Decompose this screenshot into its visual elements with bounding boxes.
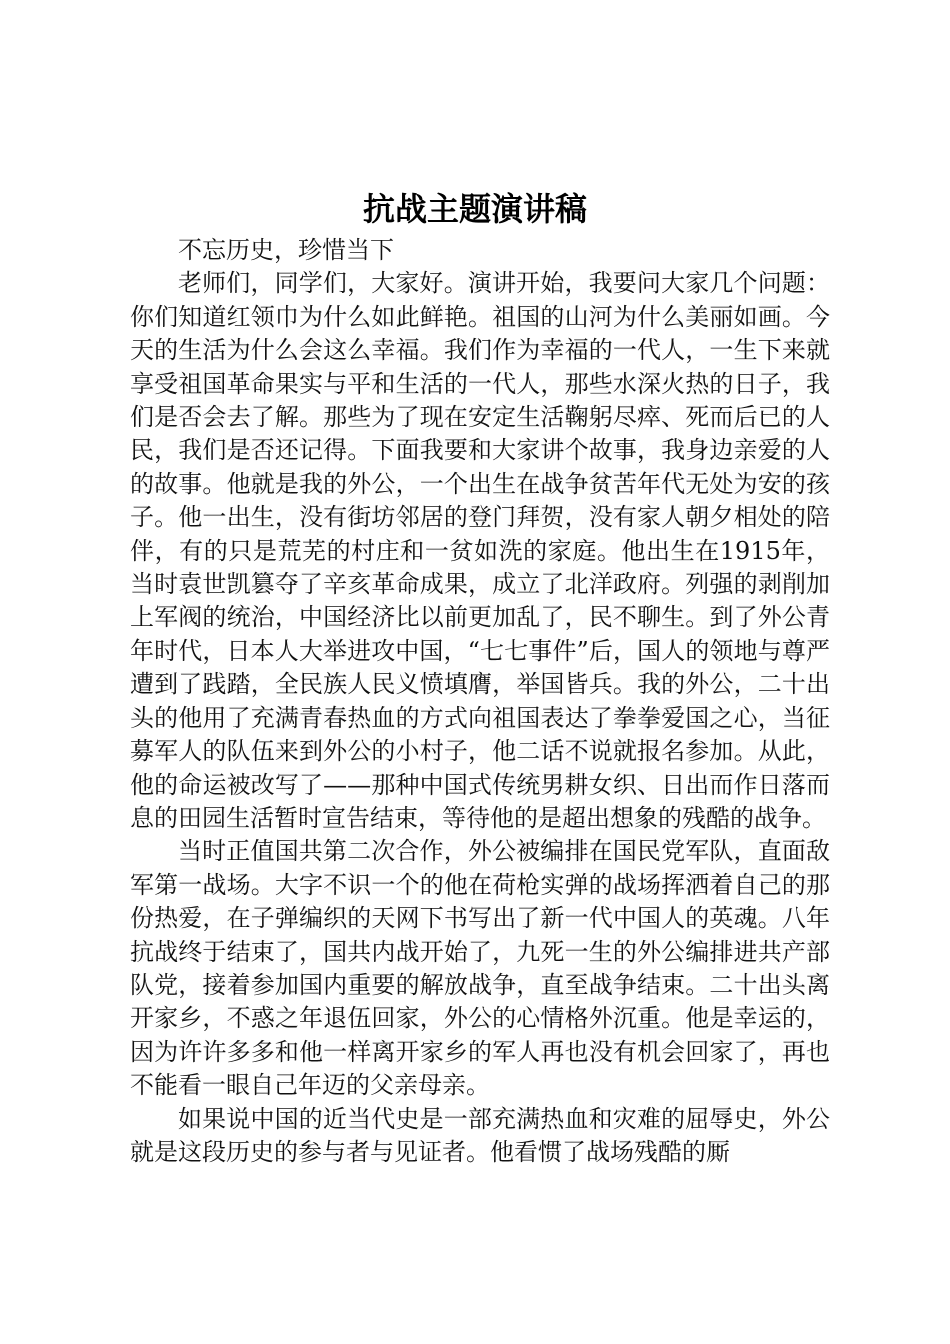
subtitle-paragraph: 不忘历史，珍惜当下	[178, 236, 394, 264]
body-paragraph: 当时正值国共第二次合作，外公被编排在国民党军队，直面敌军第一战场。大字不识一个的他在荷枪实弹的战场挥洒着自己的那份热爱，在子弹编织的天网下书写出了新一代中国人的英魂。八年抗战终于结束了，国共内战开始了，九死一生的外公编排进共产部队党，接着参加国内重要的解放战争，直至战争结束。二十出头离开家乡，不惑之年退伍回家，外公的心情格外沉重。他是幸运的，因为许许多多和他一样离开家乡的军人再也没有机会回家了，再也不能看一眼自己年迈的父亲母亲。	[130, 837, 830, 1100]
body-paragraph: 老师们，同学们，大家好。演讲开始，我要问大家几个问题：你们知道红领巾为什么如此鲜艳。祖国的山河为什么美丽如画。今天的生活为什么会这么幸福。我们作为幸福的一代人，一生下来就享受祖国革命果实与平和生活的一代人，那些水深火热的日子，我们是否会去了解。那些为了现在安定生活鞠躬尽瘁、死而后已的人民，我们是否还记得。下面我要和大家讲个故事，我身边亲爱的人的故事。他就是我的外公，一个出生在战争贫苦年代无处为安的孩子。他一出生，没有街坊邻居的登门拜贺，没有家人朝夕相处的陪伴，有的只是荒芜的村庄和一贫如洗的家庭。他出生在1915年，当时袁世凯篡夺了辛亥革命成果，成立了北洋政府。列强的剥削加上军阀的统治，中国经济比以前更加乱了，民不聊生。到了外公青年时代，日本人大举进攻中国，“七七事件”后，国人的领地与尊严遭到了践踏，全民族人民义愤填膺，举国皆兵。我的外公，二十出头的他用了充满青春热血的方式向祖国表达了拳拳爱国之心，当征募军人的队伍来到外公的小村子，他二话不说就报名参加。从此，他的命运被改写了——那种中国式传统男耕女织、日出而作日落而息的田园生活暂时宣告结束，等待他的是超出想象的残酷的战争。	[130, 269, 830, 832]
body-paragraph: 如果说中国的近当代史是一部充满热血和灾难的屈辱史，外公就是这段历史的参与者与见证者。他看惯了战场残酷的厮	[130, 1104, 830, 1166]
document-title: 抗战主题演讲稿	[362, 190, 587, 228]
document-body	[130, 234, 830, 1169]
